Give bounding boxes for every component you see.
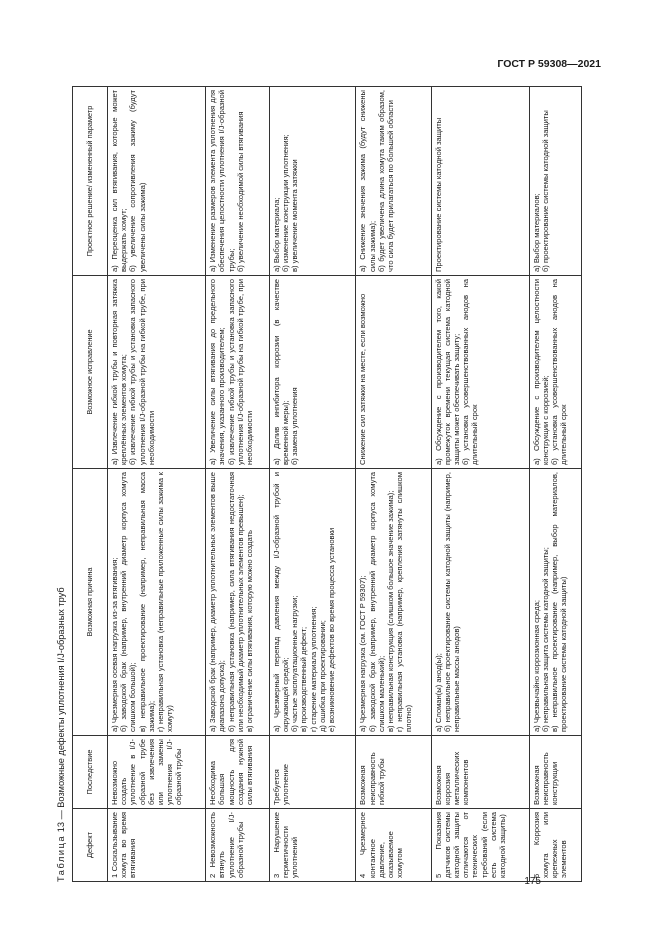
column-header-design: Проектное решение/ измененный параметр <box>73 87 108 276</box>
cell-fix: а) Извлечение гибкой трубы и повторная затяжка креплённых элементов хомута; б) извлечение гибкой трубы и установка запасного уплотнения I/J-образной трубы на гибкой трубе, при необходимости <box>108 276 206 469</box>
cell-cause: а) Чрезмерный перепад давления между I/J-образной трубой и окружающей средой; б) частые эксплуатационные нагрузки; в) производственный дефект; г) старение материала уплотнения; д) ошибка при проектировании; е) возникновение дефектов во время процесса установки <box>269 469 356 736</box>
cell-defect: 6 Коррозия хомута или крепежных элементов <box>529 809 581 882</box>
cell-design: а) Снижение значения зажима (будут снижены силы зажима); б) будет увеличена длина хомута таким образом, что сила будет прилагаться по большей области <box>356 87 431 276</box>
cell-cause: а) Чрезмерная осевая нагрузка из-за втягивания; б) заводской брак (например, внутренний диаметр корпуса хомута слишком большой); в) неправильное проектирование (например, неправильная масса зажима); г) неправильная установка (неправильные приложенные силы зажима к хомуту) <box>108 469 206 736</box>
cell-consequence: Возможная коррозия металлических компонентов <box>431 736 529 809</box>
table-caption-label: Таблица <box>56 834 66 882</box>
defects-table <box>72 86 582 882</box>
cell-consequence: Возможная неисправность конструкции <box>529 736 581 809</box>
table-caption-text: 13 — Возможные дефекты уплотнения I/J-образных труб <box>56 587 66 833</box>
table-caption <box>52 587 70 882</box>
table-row <box>206 87 270 882</box>
cell-design: а) Выбор материалов; б) проектирование системы катодной защиты <box>529 87 581 276</box>
cell-design: Проектирование системы катодной защиты <box>431 87 529 276</box>
table-row <box>529 87 581 882</box>
cell-fix: Снижение сил затяжки на месте, если возможно <box>356 276 431 469</box>
column-header-consequence: Последствие <box>73 736 108 809</box>
column-header-defect: Дефект <box>73 809 108 882</box>
cell-defect: 5 Показания датчиков системы катодной защиты отличаются от технических требований (если есть система катодной защиты) <box>431 809 529 882</box>
cell-cause: а) Заводской брак (например, диаметр уплотнительных элементов выше диапазона допуска); б) неправильная установка (например, сила втягивания недостаточная или необходимый диаметр уплотнительных элементов превышен); в) ограничение силы втягивания, которую можно создать <box>206 469 270 736</box>
cell-fix: а) Увеличение силы втягивания до предельного значения, указанного производителем; б) извлечение гибкой трубы и установка запасного уплотнения I/J-образной трубы на гибкой трубе, при необходимости <box>206 276 270 469</box>
cell-cause: а) Чрезмерная нагрузка (см. ГОСТ Р 59307); б) заводской брак (например, внутренний диаметр корпуса хомута слишком маленький); в) неправильная конструкция (слишком большое значение зажима); г) неправильная установка (например, крепления затянуты слишком плотно) <box>356 469 431 736</box>
cell-defect: 3 Нарушение герметичности уплотнений <box>269 809 356 882</box>
cell-cause: а) Сломан(ы) анод(ы); б) неправильное проектирование системы катодной защиты (например, неправильные массы анодов) <box>431 469 529 736</box>
table-row <box>356 87 431 882</box>
cell-fix: а) Обсуждение с производителем целостности конструкции с коррозией; б) установка усовершенствованных анодов на длительный срок <box>529 276 581 469</box>
table-header-row <box>73 87 108 882</box>
cell-fix: а) Обсуждение с производителем того, какой промежуток времени текущая система катодной защиты может обеспечивать защиту; б) установка усовершенствованных анодов на длительный срок <box>431 276 529 469</box>
rotated-page-content <box>52 87 582 882</box>
cell-consequence: Возможная неисправность гибкой трубы <box>356 736 431 809</box>
column-header-fix: Возможное исправление <box>73 276 108 469</box>
standard-number: ГОСТ Р 59308—2021 <box>497 58 601 70</box>
cell-consequence: Требуется уплотнение <box>269 736 356 809</box>
cell-design: а) Переоценка сил втягивания, которые может выдержать хомут; б) увеличение сопротивления зажиму (будут увеличены силы зажима) <box>108 87 206 276</box>
cell-defect: 2 Невозможность втянуть уплотнение I/J-образной трубы <box>206 809 270 882</box>
cell-design: а) Изменение размеров элемента уплотнения для обеспечения целостности уплотнения I/J-образной трубы; б) увеличение необходимой силы втягивания <box>206 87 270 276</box>
cell-design: а) Выбор материала; б) изменение конструкции уплотнения; в) увеличение момента затяжки <box>269 87 356 276</box>
cell-fix: а) Долив ингибитора коррозии (в качестве временной меры); б) замена уплотнения <box>269 276 356 469</box>
page-number: 175 <box>524 876 541 887</box>
cell-consequence: Невозможно создать уплотнение в I/J-образной трубе без извлечения или замены уплотнения I/J-образной трубы <box>108 736 206 809</box>
table-row <box>108 87 206 882</box>
table-row <box>269 87 356 882</box>
cell-defect: 4 Чрезмерное контактное давление, оказываемое хомутом <box>356 809 431 882</box>
table-row <box>431 87 529 882</box>
cell-cause: а) Чрезвычайно коррозионная среда; б) неправильная защита системы катодной защиты; в) неправильное проектирование (например, выбор материалов, проектирование системы катодной защиты) <box>529 469 581 736</box>
cell-consequence: Необходима большая мощность для создания нужной силы втягивания <box>206 736 270 809</box>
column-header-cause: Возможная причина <box>73 469 108 736</box>
cell-defect: 1 Соскальзывание хомута во время втягивания <box>108 809 206 882</box>
